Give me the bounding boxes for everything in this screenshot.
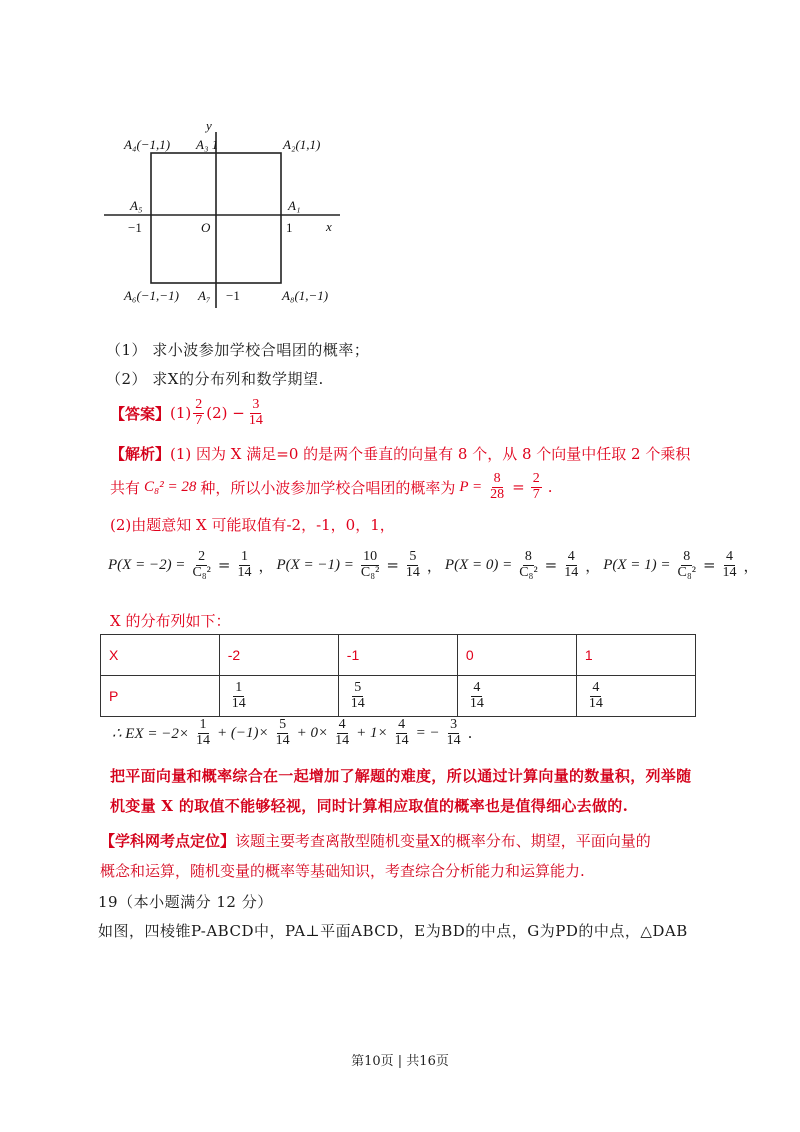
y-axis-label: y	[206, 118, 212, 133]
kaodian-text-1: 该题主要考查离散型随机变量X的概率分布、期望，平面向量的	[235, 832, 651, 850]
coordinate-figure	[100, 118, 360, 313]
expectation-prefix: ∴ EX = −2×	[112, 725, 189, 742]
probability-p: P =	[459, 478, 483, 495]
p-minus1-frac: $\frac{10}{\text{C₈²}}$	[360, 549, 380, 580]
ex-term-4: $\frac{4}{14}$	[394, 717, 409, 748]
p-minus2-frac: $\frac{2}{\text{C₈²}}$	[192, 549, 211, 580]
comment-line-2: 机变量 X 的取值不能够轻视，同时计算相应取值的概率也是值得细心去做的.	[110, 797, 629, 815]
ex-term-2: $\frac{5}{14}$	[275, 717, 290, 748]
probability-line: P(X = −2) = $\frac{2}{\text{C₈²}}$ = $\frac{1}{14}$ ， P(X = −1) = $\frac{10}{\text{C₈²}}$ = $\frac{5}{14}$ ， P(X = 0) = $\frac{8}{\text{C₈²}}$ = $\frac{4}{14}$ ， P(X = 1) = $\frac{8}{\text{C₈²}}$ = $\frac{4}{14}$ ，	[108, 549, 759, 580]
p-minus2-label: P(X = −2) =	[108, 556, 186, 573]
ex-result: $\frac{3}{14}$	[446, 717, 461, 748]
origin-label: O	[201, 220, 211, 235]
table-cell-x-1: -2	[219, 635, 338, 676]
a8-label: A₈(1,−1)	[282, 288, 329, 303]
distribution-table	[100, 634, 696, 717]
page-footer: 第10页 | 共16页	[351, 1054, 449, 1069]
kaodian-label: 【学科网考点定位】	[100, 832, 236, 850]
table-cell-p-1: $\frac{1}{14}$	[219, 676, 338, 717]
analysis-text-1: (1) 因为 X 满足=0 的是两个垂直的向量有 8 个，从 8 个向量中任取 2 个乘积	[170, 445, 691, 463]
a7-label: A₇	[198, 288, 211, 303]
analysis-label: 【解析】	[110, 445, 171, 463]
question-1: （1） 求小波参加学校合唱团的概率；	[106, 341, 370, 359]
answer-fraction-1: $\frac{2}{7}$	[195, 397, 203, 428]
table-row-p	[101, 676, 696, 717]
ex-mid-2: + 0×	[296, 724, 329, 741]
table-cell-x-4: 1	[576, 635, 695, 676]
neg1-left-label: −1	[128, 220, 142, 235]
p-minus2-result: $\frac{1}{14}$	[237, 549, 252, 580]
p-zero-result: $\frac{4}{14}$	[564, 549, 579, 580]
table-cell-x-label: X	[101, 635, 220, 676]
table-cell-p-4: $\frac{4}{14}$	[576, 676, 695, 717]
p-minus1-label: P(X = −1) =	[276, 556, 354, 573]
p-one-label: P(X = 1) =	[603, 556, 671, 573]
q19-text: 如图，四棱锥P-ABCD中，PA⊥平面ABCD，E为BD的中点，G为PD的中点，△DAB	[98, 922, 688, 940]
a2-label: A₂(1,1)	[283, 137, 321, 152]
expectation-line: ∴ EX = −2× $\frac{1}{14}$ + (−1)× $\frac{5}{14}$ + 0× $\frac{4}{14}$ + 1× $\frac{4}{14}$ = − $\frac{3}{14}$ .	[112, 717, 473, 748]
a5-label: A₅	[130, 198, 143, 213]
combination-formula: C₈² = 28	[144, 478, 197, 495]
ex-term-1: $\frac{1}{14}$	[196, 717, 210, 748]
analysis-text-2c: 种，所以小波参加学校合唱团的概率为	[200, 478, 456, 497]
p-minus1-result: $\frac{5}{14}$	[405, 549, 420, 580]
answer-part1: (1)	[170, 404, 192, 423]
comment-line-1: 把平面向量和概率综合在一起增加了解题的难度，所以通过计算向量的数量积，列举随	[110, 767, 692, 785]
table-row-x	[101, 635, 696, 676]
analysis-text-2a: 共有	[110, 478, 141, 497]
analysis-line-1	[110, 443, 690, 464]
analysis-line-2: 共有 C₈² = 28 种，所以小波参加学校合唱团的概率为 P = $\frac{8}{28}$ = $\frac{2}{7}$ .	[110, 471, 553, 502]
kaodian-line-2: 概念和运算，随机变量的概率等基础知识，考查综合分析能力和运算能力.	[100, 862, 585, 880]
fraction-2-7: $\frac{2}{7}$	[532, 471, 540, 502]
x-axis-label: x	[326, 219, 332, 234]
fraction-8-28: $\frac{8}{28}$	[490, 471, 505, 502]
one-right-label: 1	[286, 220, 293, 235]
ex-mid-3: + 1×	[356, 724, 388, 741]
p-zero-frac: $\frac{8}{\text{C₈²}}$	[519, 549, 538, 580]
table-cell-x-2: -1	[338, 635, 457, 676]
p-one-result: $\frac{4}{14}$	[722, 549, 737, 580]
analysis-line-3: (2)由题意知 X 可能取值有-2，-1，0，1，	[110, 516, 395, 534]
distribution-title: X 的分布列如下：	[110, 612, 231, 630]
a4-label: A₄(−1,1)	[124, 137, 171, 152]
a1-label: A₁	[288, 198, 301, 213]
a3-label: A₃ 1	[196, 137, 219, 152]
table-cell-p-2: $\frac{5}{14}$	[338, 676, 457, 717]
answer-label: 【答案】	[110, 404, 171, 423]
neg1-bottom-label: −1	[226, 288, 240, 303]
answer-part2: (2) −	[206, 404, 245, 423]
p-zero-label: P(X = 0) =	[444, 556, 513, 573]
question-2: （2） 求X的分布列和数学期望.	[106, 370, 324, 388]
table-cell-p-3: $\frac{4}{14}$	[457, 676, 576, 717]
ex-mid-1: + (−1)×	[217, 724, 269, 741]
answer-fraction-2: $\frac{3}{14}$	[248, 397, 263, 428]
table-cell-x-3: 0	[457, 635, 576, 676]
ex-term-3: $\frac{4}{14}$	[335, 717, 350, 748]
kaodian-line-1	[100, 830, 651, 851]
a6-label: A₆(−1,−1)	[124, 288, 179, 303]
q19-title: 19（本小题满分 12 分）	[98, 893, 273, 911]
table-cell-p-label: P	[101, 676, 220, 717]
p-one-frac: $\frac{8}{\text{C₈²}}$	[677, 549, 696, 580]
ex-equals: = −	[415, 724, 440, 741]
answer-line	[110, 398, 267, 428]
